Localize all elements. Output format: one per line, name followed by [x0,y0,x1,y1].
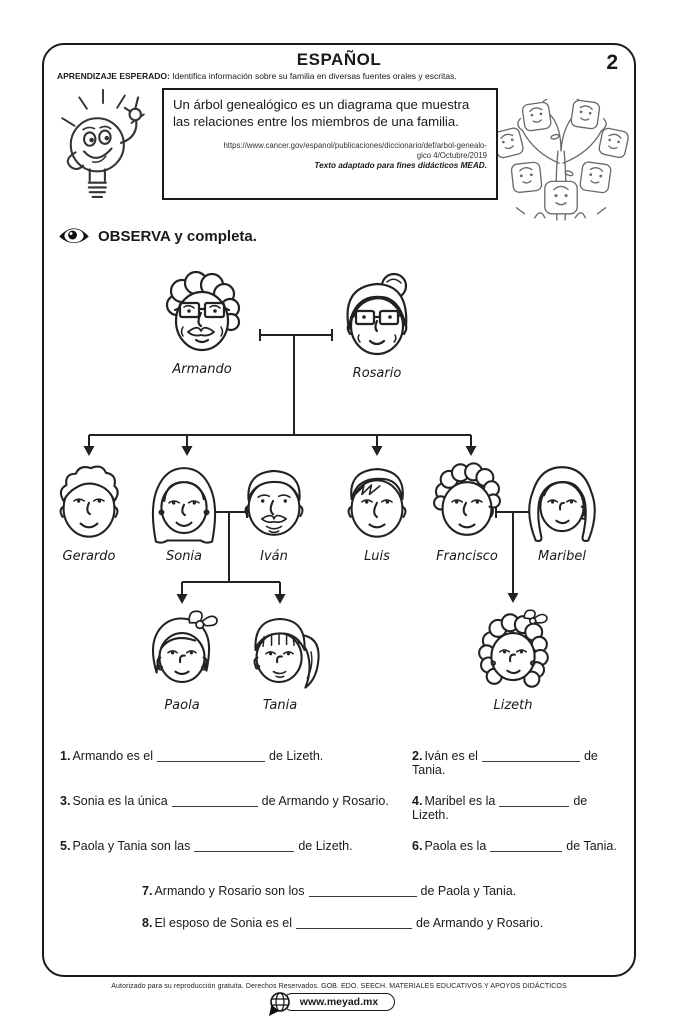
person-name: Rosario [352,366,402,381]
question-text-pre: Armando es el [72,749,154,763]
question-7 [142,884,620,898]
header [44,45,634,81]
instruction-row [57,226,634,247]
sonia-face-icon [137,454,231,548]
question-number: 1. [60,749,71,763]
person-name: Paola [164,698,200,713]
person-maribel [515,454,609,564]
source-url [173,141,487,161]
person-rosario [327,265,427,381]
person-name: Francisco [436,549,498,564]
fill-blank-8 [296,916,412,929]
person-name: Luis [364,549,390,564]
questions-centered [142,884,620,930]
question-2 [412,749,620,777]
question-text-pre: Armando y Rosario son los [154,884,305,898]
person-lizeth [466,603,560,713]
person-name: Gerardo [62,549,116,564]
person-armando [152,261,252,377]
question-5 [60,839,412,853]
page-title: ESPAÑOL [296,50,382,69]
question-text-pre: El esposo de Sonia es el [154,916,293,930]
footer [0,983,678,1011]
question-6 [412,839,620,853]
question-number: 3. [60,794,71,808]
question-text-post: de Lizeth. [269,749,324,763]
question-text-pre: Sonia es la única [72,794,168,808]
expected-learning-text: Identifica información sobre su familia en diversas fuentes orales y escritas. [172,71,457,81]
person-ivan [227,454,321,564]
fill-blank-7 [309,884,417,897]
person-name: Tania [262,698,298,713]
globe-cursor-icon [266,991,292,1017]
website-url: www.meyad.mx [299,996,379,1008]
source-line-2: gico 4/Octubre/2019 [416,151,487,161]
fill-blank-6 [490,839,562,852]
definition-text: Un árbol genealógico es un diagrama que muestra las relaciones entre los miembros de una familia. [173,97,470,129]
question-number: 5. [60,839,71,853]
question-8 [142,916,620,930]
footer-rights: Autorizado para su reproducción gratuita. Derechos Reservados. GOB. EDO. SEECH. MATERIALES EDUCATIVOS Y APOYOS DIDÁCTICOS [111,983,567,990]
person-name: Iván [260,549,288,564]
person-paola [135,603,229,713]
question-text-pre: Paola y Tania son las [72,839,191,853]
question-text-post: de Lizeth. [298,839,353,853]
person-name: Maribel [537,549,586,564]
adaptation-note: Texto adaptado para fines didácticos MEAD. [314,161,487,171]
question-text-post: de Armando y Rosario. [416,916,544,930]
fill-blank-3 [172,794,258,807]
website-badge [283,993,395,1011]
question-number: 8. [142,916,153,930]
family-tree [44,251,634,723]
question-text-post: de Paola y Tania. [420,884,517,898]
lightbulb-character-icon [50,86,156,214]
fill-blank-2 [482,749,580,762]
source-line-1: https://www.cancer.gov/espanol/publicaciones/diccionario/def/arbol-genealo- [223,141,487,150]
question-1 [60,749,412,777]
tania-face-icon [233,603,327,697]
gerardo-face-icon [42,454,136,548]
question-text-post: de Lizeth. [412,794,588,822]
question-3 [60,794,412,822]
francisco-face-icon [420,454,514,548]
family-tree-art-icon [484,80,636,222]
eye-icon [57,226,91,247]
person-luis [330,454,424,564]
question-text-pre: Paola es la [424,839,487,853]
question-number: 7. [142,884,153,898]
sheet-border [42,43,636,977]
person-gerardo [42,454,136,564]
instruction-title: OBSERVA y completa. [98,228,257,245]
person-sonia [137,454,231,564]
expected-learning-label: APRENDIZAJE ESPERADO: [57,71,170,81]
question-number: 6. [412,839,423,853]
question-4 [412,794,620,822]
luis-face-icon [330,454,424,548]
rosario-face-icon [327,265,427,365]
question-number: 4. [412,794,423,808]
person-name: Armando [172,362,232,377]
question-text-pre: Iván es el [424,749,478,763]
maribel-face-icon [515,454,609,548]
info-row [44,86,634,218]
question-text-post: de Tania. [566,839,617,853]
person-name: Lizeth [493,698,533,713]
fill-blank-1 [157,749,265,762]
fill-blank-4 [499,794,569,807]
questions-section [44,749,634,930]
paola-face-icon [135,603,229,697]
page-number: 2 [606,51,618,74]
person-francisco [420,454,514,564]
question-number: 2. [412,749,423,763]
ivan-face-icon [227,454,321,548]
lizeth-face-icon [466,603,560,697]
question-text-post: de Armando y Rosario. [261,794,389,808]
question-text-pre: Maribel es la [424,794,496,808]
question-text-post: de Tania. [412,749,598,777]
website-row [0,993,678,1011]
armando-face-icon [152,261,252,361]
fill-blank-5 [194,839,294,852]
questions-grid [60,749,620,853]
definition-box [162,88,498,200]
person-name: Sonia [165,549,203,564]
person-tania [233,603,327,713]
